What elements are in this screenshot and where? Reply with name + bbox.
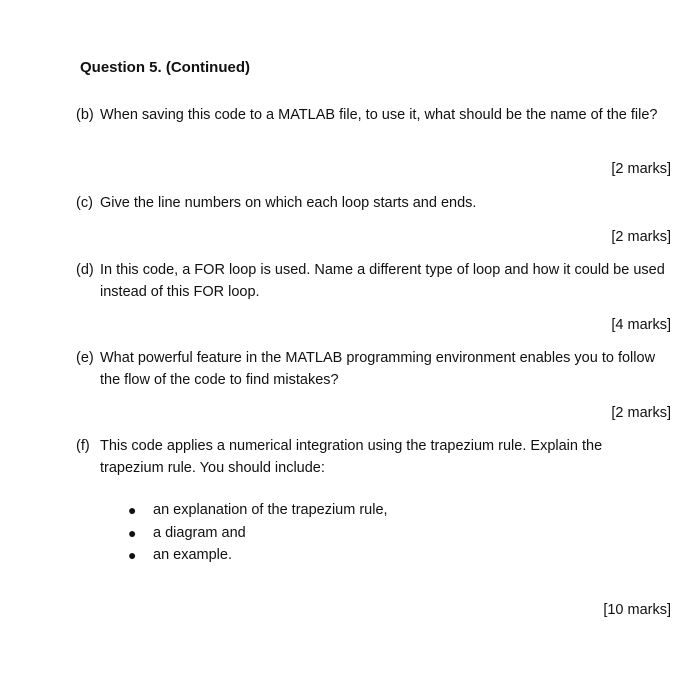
- question-e: [76, 347, 666, 391]
- marks-label: [10 marks]: [603, 602, 671, 618]
- marks-label: [2 marks]: [611, 161, 671, 177]
- question-text: When saving this code to a MATLAB file, to use it, what should be the name of the file?: [100, 107, 658, 123]
- marks-label: [2 marks]: [611, 405, 671, 421]
- bullet-icon: ●: [128, 547, 137, 564]
- marks-label: [4 marks]: [611, 317, 671, 333]
- page-heading: Question 5. (Continued): [80, 59, 250, 76]
- question-label: (b): [76, 107, 94, 123]
- list-item: [128, 522, 388, 545]
- list-item: [128, 499, 388, 522]
- question-label: (e): [76, 350, 94, 366]
- bullet-icon: ●: [128, 502, 137, 519]
- question-b: [76, 104, 666, 126]
- list-item: [128, 544, 388, 567]
- bullet-icon: ●: [128, 524, 137, 541]
- list-item-text: a diagram and: [153, 524, 246, 541]
- question-c: [76, 192, 666, 214]
- question-label: (d): [76, 262, 94, 278]
- question-text: This code applies a numerical integration using the trapezium rule. Explain the trapezium rule. You should include:: [100, 438, 603, 476]
- question-f: [76, 435, 666, 479]
- question-text: Give the line numbers on which each loop starts and ends.: [100, 195, 477, 211]
- question-label: (c): [76, 195, 93, 211]
- question-text: In this code, a FOR loop is used. Name a different type of loop and how it could be used instead of this FOR loop.: [100, 262, 665, 300]
- marks-label: [2 marks]: [611, 229, 671, 245]
- question-text: What powerful feature in the MATLAB programming environment enables you to follow the flow of the code to find mistakes?: [100, 350, 656, 388]
- list-item-text: an explanation of the trapezium rule,: [153, 502, 388, 519]
- bullet-list: [128, 499, 388, 567]
- question-label: (f): [76, 438, 90, 454]
- question-d: [76, 259, 666, 303]
- list-item-text: an example.: [153, 547, 232, 564]
